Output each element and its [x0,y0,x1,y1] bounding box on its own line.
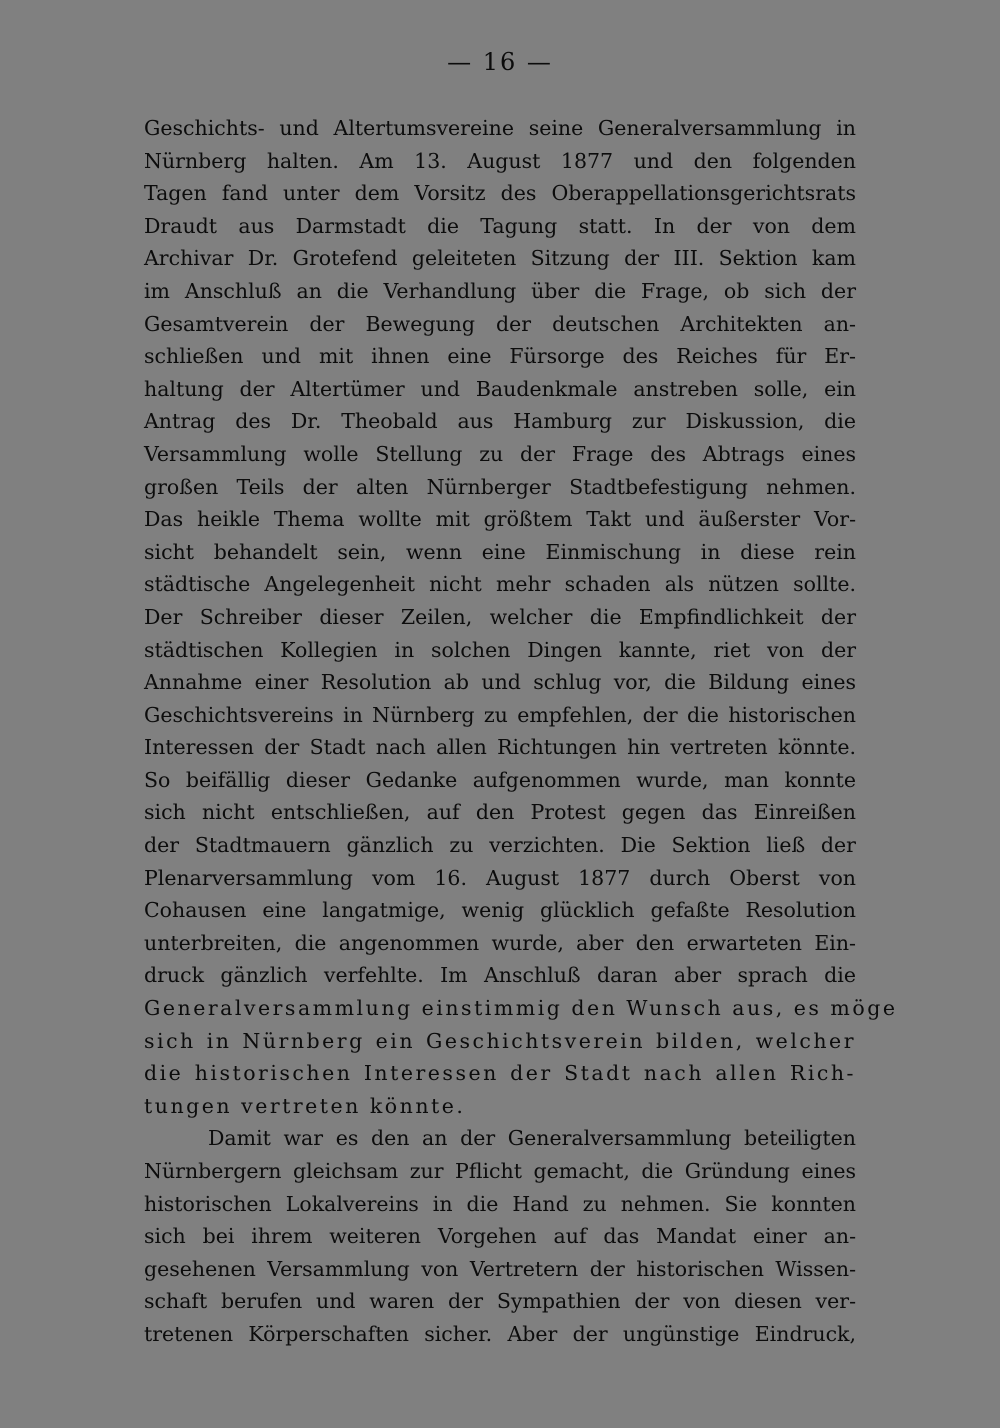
text-line: Das heikle Thema wollte mit größtem Takt und äußerster Vor- [144,507,856,532]
text-line: sicht behandelt sein, wenn eine Einmischung in diese rein [144,539,856,564]
text-line: historischen Lokalvereins in die Hand zu nehmen. Sie konnten [144,1191,856,1216]
text-line: unterbreiten, die angenommen wurde, aber den erwarteten Ein- [144,930,856,955]
text-line: Archivar Dr. Grotefend geleiteten Sitzung der III. Sektion kam [144,246,856,271]
text-line: Gesamtverein der Bewegung der deutschen Architekten an- [144,311,856,336]
text-line: Nürnbergern gleichsam zur Pflicht gemacht, die Gründung eines [144,1159,856,1183]
text-line: die historischen Interessen der Stadt nach allen Rich- [144,1061,856,1086]
text-line: schließen und mit ihnen eine Fürsorge des Reiches für Er- [144,344,856,369]
text-line: Draudt aus Darmstadt die Tagung statt. In der von dem [144,213,856,238]
text-line: Geschichts- und Altertumsvereine seine Generalversammlung in [144,116,856,140]
text-line: sich in Nürnberg ein Geschichtsverein bilden, welcher [144,1028,856,1053]
text-line: tungen vertreten könnte. [144,1093,466,1118]
paragraph [144,1122,856,1350]
text-line: städtische Angelegenheit nicht mehr schaden als nützen sollte. [144,572,856,597]
text-line: schaft berufen und waren der Sympathien der von diesen ver- [144,1289,856,1314]
text-line: der Stadtmauern gänzlich zu verzichten. Die Sektion ließ der [144,833,856,858]
page-number: — 16 — [447,48,553,76]
text-line: haltung der Altertümer und Baudenkmale anstreben solle, ein [144,376,856,401]
text-line: sich bei ihrem weiteren Vorgehen auf das Mandat einer an- [144,1224,856,1249]
text-line: druck gänzlich verfehlte. Im Anschluß daran aber sprach die [144,963,856,988]
text-line: Antrag des Dr. Theobald aus Hamburg zur Diskussion, die [144,409,856,434]
text-line: gesehenen Versammlung von Vertretern der historischen Wissen- [144,1256,856,1281]
body-text [144,112,898,1351]
text-line: Damit war es den an der Generalversammlung beteiligten [208,1126,856,1151]
text-line: städtischen Kollegien in solchen Dingen kannte, riet von der [144,637,856,662]
text-line: Annahme einer Resolution ab und schlug vor, die Bildung eines [144,670,856,695]
text-line: Tagen fand unter dem Vorsitz des Oberappellationsgerichtsrats [144,181,856,206]
text-line: Geschichtsvereins in Nürnberg zu empfehlen, der die historischen [144,702,856,727]
text-line: Der Schreiber dieser Zeilen, welcher die Empfindlichkeit der [144,604,856,629]
text-line: großen Teils der alten Nürnberger Stadtbefestigung nehmen. [144,474,856,499]
text-line: im Anschluß an die Verhandlung über die Frage, ob sich der [144,278,856,303]
text-line: tretenen Körperschaften sicher. Aber der ungünstige Eindruck, [144,1321,856,1346]
paragraph [144,112,898,1122]
text-line: So beifällig dieser Gedanke aufgenommen wurde, man konnte [144,767,856,792]
text-line: Generalversammlung einstimmig den Wunsch aus, es möge [144,996,898,1021]
text-line: Plenarversammlung vom 16. August 1877 durch Oberst von [144,865,856,890]
text-line: Nürnberg halten. Am 13. August 1877 und den folgenden [144,148,856,173]
text-line: Interessen der Stadt nach allen Richtungen hin vertreten könnte. [144,735,856,760]
text-line: Cohausen eine langatmige, wenig glücklich gefaßte Resolution [144,898,856,923]
text-line: Versammlung wolle Stellung zu der Frage des Abtrags eines [144,441,856,466]
text-line: sich nicht entschließen, auf den Protest gegen das Einreißen [144,800,856,825]
